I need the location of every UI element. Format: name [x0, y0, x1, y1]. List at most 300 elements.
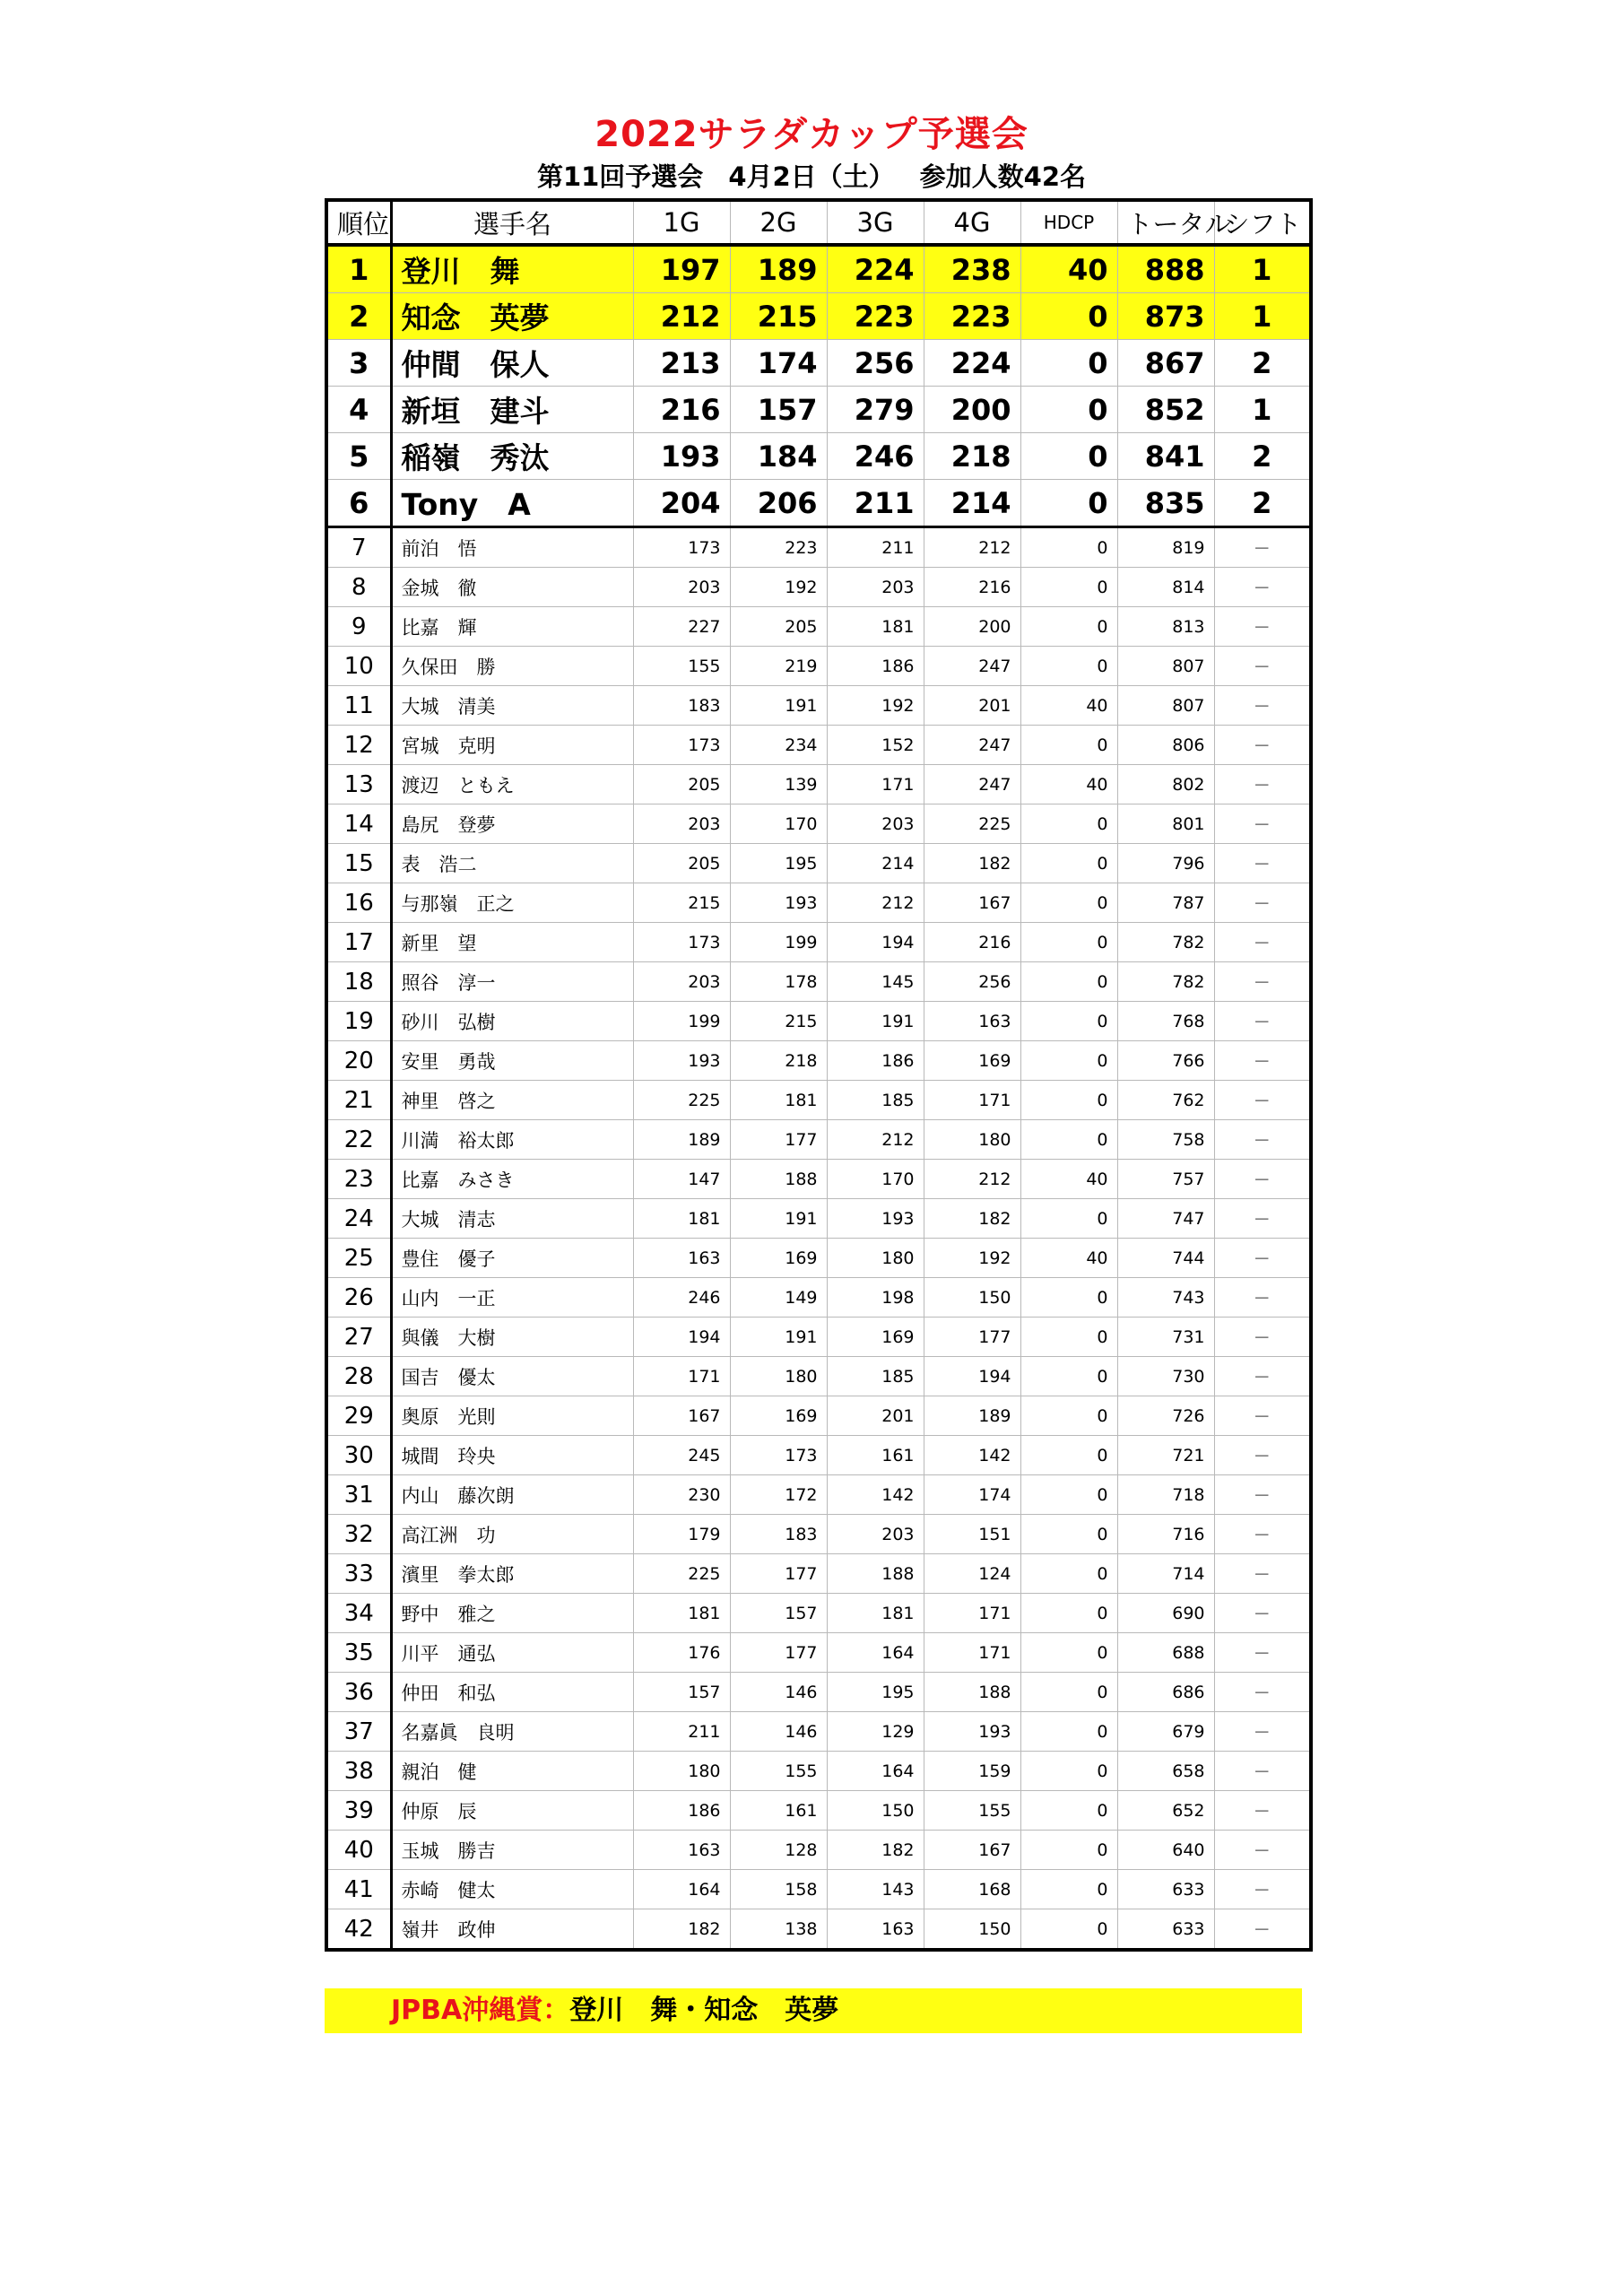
player-name: 久保田 勝	[391, 647, 633, 686]
table-row	[326, 1120, 1311, 1160]
table-row	[326, 1594, 1311, 1633]
total-score: 762	[1117, 1081, 1214, 1120]
game4-score: 168	[924, 1870, 1020, 1909]
game2-score: 191	[730, 1199, 827, 1239]
total-score: 768	[1117, 1002, 1214, 1041]
game3-score: 211	[827, 527, 924, 568]
shift-value: 2	[1214, 480, 1311, 527]
rank-cell: 20	[326, 1041, 391, 1081]
game3-score: 195	[827, 1673, 924, 1712]
player-name: 嶺井 政伸	[391, 1909, 633, 1951]
rank-cell: 21	[326, 1081, 391, 1120]
game1-score: 245	[633, 1436, 730, 1475]
game4-score: 167	[924, 1831, 1020, 1870]
rank-cell: 35	[326, 1633, 391, 1673]
game4-score: 171	[924, 1594, 1020, 1633]
game1-score: 180	[633, 1752, 730, 1791]
game3-score: 150	[827, 1791, 924, 1831]
game2-score: 149	[730, 1278, 827, 1318]
game2-score: 157	[730, 387, 827, 433]
award-winners: 登川 舞・知念 英夢	[569, 1995, 839, 2026]
game4-score: 182	[924, 844, 1020, 883]
rank-cell: 9	[326, 607, 391, 647]
participants-label: 参加人数42名	[919, 161, 1087, 192]
game3-score: 193	[827, 1199, 924, 1239]
game3-score: 224	[827, 245, 924, 293]
game2-score: 195	[730, 844, 827, 883]
hdcp-value: 40	[1020, 1239, 1117, 1278]
shift-value: －	[1214, 765, 1311, 804]
player-name: 仲田 和弘	[391, 1673, 633, 1712]
table-row	[326, 883, 1311, 923]
game3-score: 188	[827, 1554, 924, 1594]
game3-score: 201	[827, 1396, 924, 1436]
game4-score: 174	[924, 1475, 1020, 1515]
player-name: 赤崎 健太	[391, 1870, 633, 1909]
table-row	[326, 1831, 1311, 1870]
player-name: 名嘉眞 良明	[391, 1712, 633, 1752]
game4-score: 212	[924, 527, 1020, 568]
game1-score: 147	[633, 1160, 730, 1199]
hdcp-value: 0	[1020, 1436, 1117, 1475]
game1-score: 212	[633, 293, 730, 340]
shift-value: －	[1214, 1199, 1311, 1239]
game4-score: 223	[924, 293, 1020, 340]
game4-score: 150	[924, 1278, 1020, 1318]
game1-score: 189	[633, 1120, 730, 1160]
game3-score: 186	[827, 1041, 924, 1081]
game4-score: 180	[924, 1120, 1020, 1160]
table-row	[326, 686, 1311, 726]
player-name: 野中 雅之	[391, 1594, 633, 1633]
rank-cell: 14	[326, 804, 391, 844]
player-name: 登川 舞	[391, 245, 633, 293]
game4-score: 225	[924, 804, 1020, 844]
shift-value: －	[1214, 1633, 1311, 1673]
table-row	[326, 480, 1311, 527]
shift-value: －	[1214, 1554, 1311, 1594]
game4-score: 155	[924, 1791, 1020, 1831]
player-name: 奥原 光則	[391, 1396, 633, 1436]
game3-score: 194	[827, 923, 924, 962]
game2-score: 177	[730, 1120, 827, 1160]
game4-score: 189	[924, 1396, 1020, 1436]
shift-value: －	[1214, 1752, 1311, 1791]
hdcp-value: 0	[1020, 1002, 1117, 1041]
game2-score: 191	[730, 1318, 827, 1357]
game1-score: 203	[633, 962, 730, 1002]
game1-score: 193	[633, 1041, 730, 1081]
table-row	[326, 1041, 1311, 1081]
player-name: 川平 通弘	[391, 1633, 633, 1673]
date-label: 4月2日（土）	[728, 161, 895, 192]
game3-score: 198	[827, 1278, 924, 1318]
player-name: 島尻 登夢	[391, 804, 633, 844]
game2-score: 193	[730, 883, 827, 923]
hdcp-value: 0	[1020, 480, 1117, 527]
game2-score: 223	[730, 527, 827, 568]
hdcp-value: 0	[1020, 1909, 1117, 1951]
game4-score: 151	[924, 1515, 1020, 1554]
game1-score: 225	[633, 1081, 730, 1120]
table-header-row	[326, 200, 1311, 245]
hdcp-value: 0	[1020, 923, 1117, 962]
table-row	[326, 726, 1311, 765]
shift-value: －	[1214, 1357, 1311, 1396]
total-score: 743	[1117, 1278, 1214, 1318]
hdcp-value: 0	[1020, 568, 1117, 607]
game2-score: 205	[730, 607, 827, 647]
shift-value: －	[1214, 1673, 1311, 1712]
player-name: 表 浩二	[391, 844, 633, 883]
player-name: 大城 清美	[391, 686, 633, 726]
total-score: 690	[1117, 1594, 1214, 1633]
table-row	[326, 1475, 1311, 1515]
hdcp-value: 0	[1020, 1870, 1117, 1909]
hdcp-value: 0	[1020, 1712, 1117, 1752]
total-score: 782	[1117, 923, 1214, 962]
game2-score: 234	[730, 726, 827, 765]
game2-score: 146	[730, 1712, 827, 1752]
total-score: 744	[1117, 1239, 1214, 1278]
hdcp-value: 0	[1020, 527, 1117, 568]
hdcp-value: 0	[1020, 607, 1117, 647]
hdcp-value: 0	[1020, 1633, 1117, 1673]
total-score: 807	[1117, 647, 1214, 686]
total-score: 873	[1117, 293, 1214, 340]
game1-score: 163	[633, 1831, 730, 1870]
game4-score: 218	[924, 433, 1020, 480]
game3-score: 192	[827, 686, 924, 726]
game3-score: 161	[827, 1436, 924, 1475]
game3-score: 169	[827, 1318, 924, 1357]
game4-score: 182	[924, 1199, 1020, 1239]
game2-score: 169	[730, 1239, 827, 1278]
shift-value: －	[1214, 923, 1311, 962]
game3-score: 186	[827, 647, 924, 686]
hdcp-value: 0	[1020, 1278, 1117, 1318]
game4-score: 247	[924, 726, 1020, 765]
rank-cell: 38	[326, 1752, 391, 1791]
table-row	[326, 844, 1311, 883]
player-name: 国吉 優太	[391, 1357, 633, 1396]
rank-cell: 32	[326, 1515, 391, 1554]
total-score: 819	[1117, 527, 1214, 568]
player-name: 内山 藤次朗	[391, 1475, 633, 1515]
total-score: 658	[1117, 1752, 1214, 1791]
player-name: 安里 勇哉	[391, 1041, 633, 1081]
game1-score: 157	[633, 1673, 730, 1712]
game1-score: 173	[633, 923, 730, 962]
game4-score: 171	[924, 1081, 1020, 1120]
rank-cell: 6	[326, 480, 391, 527]
game3-score: 223	[827, 293, 924, 340]
shift-value: 1	[1214, 387, 1311, 433]
game2-score: 183	[730, 1515, 827, 1554]
table-row	[326, 1318, 1311, 1357]
rank-cell: 42	[326, 1909, 391, 1951]
game2-score: 128	[730, 1831, 827, 1870]
game2-score: 219	[730, 647, 827, 686]
game2-score: 174	[730, 340, 827, 387]
total-score: 801	[1117, 804, 1214, 844]
game3-score: 214	[827, 844, 924, 883]
table-row	[326, 607, 1311, 647]
shift-value: 2	[1214, 433, 1311, 480]
game3-score: 164	[827, 1633, 924, 1673]
rank-cell: 37	[326, 1712, 391, 1752]
rank-cell: 30	[326, 1436, 391, 1475]
total-score: 796	[1117, 844, 1214, 883]
player-name: 比嘉 みさき	[391, 1160, 633, 1199]
shift-value: －	[1214, 844, 1311, 883]
player-name: 與儀 大樹	[391, 1318, 633, 1357]
player-name: 玉城 勝吉	[391, 1831, 633, 1870]
game3-score: 181	[827, 607, 924, 647]
table-row	[326, 1002, 1311, 1041]
game1-score: 197	[633, 245, 730, 293]
player-name: 親泊 健	[391, 1752, 633, 1791]
game4-score: 238	[924, 245, 1020, 293]
shift-value: －	[1214, 1515, 1311, 1554]
table-row	[326, 1199, 1311, 1239]
header-hdcp: HDCP	[1020, 200, 1117, 245]
game2-score: 180	[730, 1357, 827, 1396]
results-table	[325, 198, 1313, 1952]
shift-value: －	[1214, 883, 1311, 923]
hdcp-value: 40	[1020, 686, 1117, 726]
game3-score: 185	[827, 1081, 924, 1120]
shift-value: 2	[1214, 340, 1311, 387]
player-name: 城間 玲央	[391, 1436, 633, 1475]
award-banner	[325, 1988, 1302, 2033]
game2-score: 172	[730, 1475, 827, 1515]
game2-score: 173	[730, 1436, 827, 1475]
player-name: 比嘉 輝	[391, 607, 633, 647]
hdcp-value: 0	[1020, 1831, 1117, 1870]
shift-value: －	[1214, 1436, 1311, 1475]
rank-cell: 25	[326, 1239, 391, 1278]
game3-score: 143	[827, 1870, 924, 1909]
header-name: 選手名	[391, 200, 633, 245]
hdcp-value: 0	[1020, 844, 1117, 883]
shift-value: －	[1214, 1120, 1311, 1160]
game3-score: 152	[827, 726, 924, 765]
shift-value: －	[1214, 1475, 1311, 1515]
rank-cell: 27	[326, 1318, 391, 1357]
table-row	[326, 1436, 1311, 1475]
player-name: 濱里 拳太郎	[391, 1554, 633, 1594]
rank-cell: 1	[326, 245, 391, 293]
game3-score: 171	[827, 765, 924, 804]
player-name: 豊住 優子	[391, 1239, 633, 1278]
shift-value: －	[1214, 527, 1311, 568]
hdcp-value: 0	[1020, 726, 1117, 765]
hdcp-value: 0	[1020, 1199, 1117, 1239]
game3-score: 164	[827, 1752, 924, 1791]
shift-value: －	[1214, 568, 1311, 607]
table-row	[326, 923, 1311, 962]
rank-cell: 17	[326, 923, 391, 962]
game2-score: 138	[730, 1909, 827, 1951]
game3-score: 170	[827, 1160, 924, 1199]
shift-value: －	[1214, 1870, 1311, 1909]
rank-cell: 18	[326, 962, 391, 1002]
game3-score: 182	[827, 1831, 924, 1870]
rank-cell: 13	[326, 765, 391, 804]
game4-score: 212	[924, 1160, 1020, 1199]
hdcp-value: 0	[1020, 1081, 1117, 1120]
game1-score: 246	[633, 1278, 730, 1318]
table-row	[326, 804, 1311, 844]
game2-score: 215	[730, 293, 827, 340]
game2-score: 199	[730, 923, 827, 962]
game1-score: 225	[633, 1554, 730, 1594]
hdcp-value: 0	[1020, 340, 1117, 387]
table-row	[326, 1633, 1311, 1673]
rank-cell: 15	[326, 844, 391, 883]
total-score: 802	[1117, 765, 1214, 804]
shift-value: －	[1214, 1160, 1311, 1199]
rank-cell: 39	[326, 1791, 391, 1831]
total-score: 721	[1117, 1436, 1214, 1475]
hdcp-value: 0	[1020, 1791, 1117, 1831]
hdcp-value: 40	[1020, 765, 1117, 804]
game4-score: 163	[924, 1002, 1020, 1041]
total-score: 730	[1117, 1357, 1214, 1396]
hdcp-value: 0	[1020, 1475, 1117, 1515]
player-name: 神里 啓之	[391, 1081, 633, 1120]
total-score: 633	[1117, 1870, 1214, 1909]
game2-score: 161	[730, 1791, 827, 1831]
game2-score: 215	[730, 1002, 827, 1041]
rank-cell: 33	[326, 1554, 391, 1594]
game3-score: 212	[827, 1120, 924, 1160]
game1-score: 199	[633, 1002, 730, 1041]
total-score: 686	[1117, 1673, 1214, 1712]
table-row	[326, 1278, 1311, 1318]
player-name: 仲間 保人	[391, 340, 633, 387]
game2-score: 184	[730, 433, 827, 480]
table-row	[326, 1870, 1311, 1909]
shift-value: －	[1214, 1318, 1311, 1357]
table-row	[326, 1396, 1311, 1436]
player-name: 与那嶺 正之	[391, 883, 633, 923]
total-score: 758	[1117, 1120, 1214, 1160]
award-label: JPBA沖縄賞：	[391, 1995, 570, 2026]
player-name: 山内 一正	[391, 1278, 633, 1318]
game1-score: 181	[633, 1594, 730, 1633]
hdcp-value: 0	[1020, 1752, 1117, 1791]
game2-score: 191	[730, 686, 827, 726]
game2-score: 139	[730, 765, 827, 804]
table-row	[326, 1712, 1311, 1752]
hdcp-value: 40	[1020, 1160, 1117, 1199]
shift-value: 1	[1214, 245, 1311, 293]
player-name: 知念 英夢	[391, 293, 633, 340]
total-score: 841	[1117, 433, 1214, 480]
total-score: 867	[1117, 340, 1214, 387]
header-game1: 1G	[633, 200, 730, 245]
total-score: 718	[1117, 1475, 1214, 1515]
player-name: 宮城 克明	[391, 726, 633, 765]
player-name: 川満 裕太郎	[391, 1120, 633, 1160]
rank-cell: 16	[326, 883, 391, 923]
game3-score: 203	[827, 804, 924, 844]
table-row	[326, 1160, 1311, 1199]
game4-score: 214	[924, 480, 1020, 527]
hdcp-value: 0	[1020, 1554, 1117, 1594]
header-rank: 順位	[326, 200, 391, 245]
player-name: 高江洲 功	[391, 1515, 633, 1554]
game4-score: 124	[924, 1554, 1020, 1594]
hdcp-value: 0	[1020, 1515, 1117, 1554]
table-row	[326, 1752, 1311, 1791]
header-shift: シフト	[1214, 200, 1311, 245]
game4-score: 201	[924, 686, 1020, 726]
game1-score: 167	[633, 1396, 730, 1436]
game4-score: 169	[924, 1041, 1020, 1081]
game1-score: 173	[633, 726, 730, 765]
game2-score: 181	[730, 1081, 827, 1120]
game4-score: 188	[924, 1673, 1020, 1712]
game1-score: 173	[633, 527, 730, 568]
rank-cell: 3	[326, 340, 391, 387]
total-score: 806	[1117, 726, 1214, 765]
total-score: 813	[1117, 607, 1214, 647]
shift-value: －	[1214, 647, 1311, 686]
game3-score: 191	[827, 1002, 924, 1041]
shift-value: －	[1214, 1396, 1311, 1436]
player-name: 大城 清志	[391, 1199, 633, 1239]
game1-score: 179	[633, 1515, 730, 1554]
total-score: 726	[1117, 1396, 1214, 1436]
game1-score: 215	[633, 883, 730, 923]
game3-score: 211	[827, 480, 924, 527]
total-score: 787	[1117, 883, 1214, 923]
shift-value: －	[1214, 1278, 1311, 1318]
game1-score: 216	[633, 387, 730, 433]
hdcp-value: 0	[1020, 1318, 1117, 1357]
game2-score: 146	[730, 1673, 827, 1712]
total-score: 716	[1117, 1515, 1214, 1554]
table-row	[326, 1239, 1311, 1278]
table-row	[326, 568, 1311, 607]
rank-cell: 23	[326, 1160, 391, 1199]
total-score: 747	[1117, 1199, 1214, 1239]
total-score: 652	[1117, 1791, 1214, 1831]
rank-cell: 24	[326, 1199, 391, 1239]
rank-cell: 2	[326, 293, 391, 340]
game1-score: 164	[633, 1870, 730, 1909]
hdcp-value: 0	[1020, 883, 1117, 923]
game2-score: 177	[730, 1554, 827, 1594]
shift-value: －	[1214, 1081, 1311, 1120]
table-row	[326, 1081, 1311, 1120]
hdcp-value: 0	[1020, 1120, 1117, 1160]
rank-cell: 8	[326, 568, 391, 607]
shift-value: －	[1214, 726, 1311, 765]
player-name: 仲原 辰	[391, 1791, 633, 1831]
game4-score: 192	[924, 1239, 1020, 1278]
total-score: 731	[1117, 1318, 1214, 1357]
table-row	[326, 527, 1311, 568]
game1-score: 182	[633, 1909, 730, 1951]
game3-score: 279	[827, 387, 924, 433]
table-row	[326, 962, 1311, 1002]
table-row	[326, 1357, 1311, 1396]
game3-score: 145	[827, 962, 924, 1002]
